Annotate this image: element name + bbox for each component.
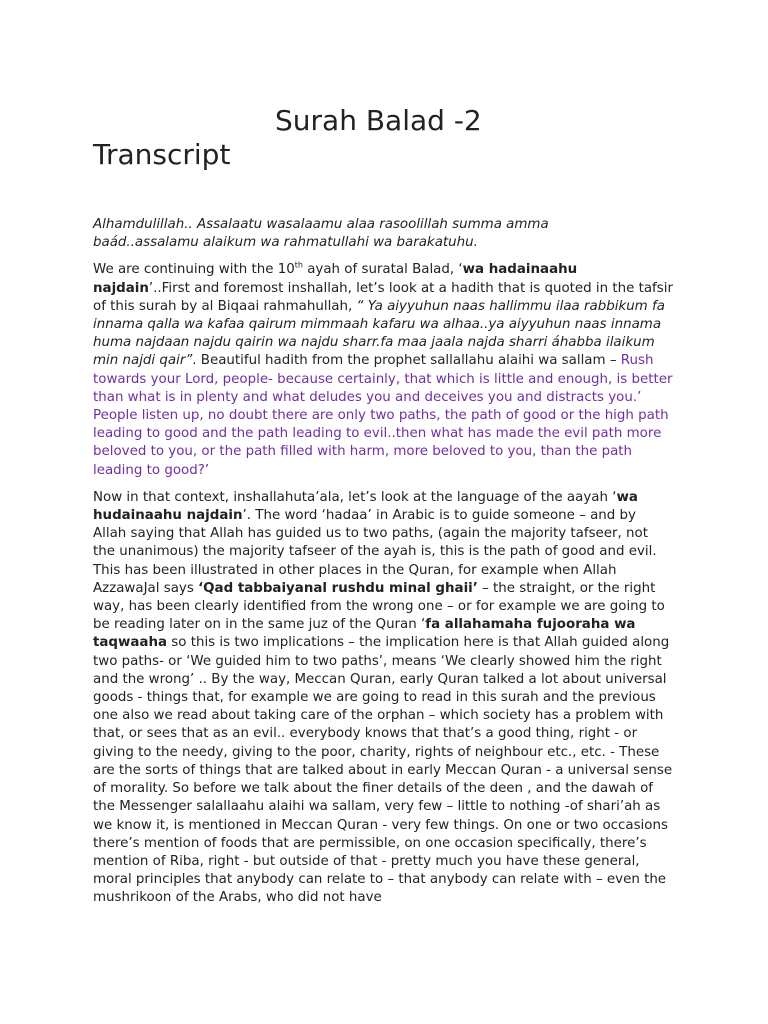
para2-bold-quote-2: fa allahamaha fujooraha wa taqwaaha (93, 617, 636, 651)
para1-text-1: We are continuing with the 10 (93, 262, 295, 278)
para2-bold-ayah: wa hudainaahu najdain (93, 489, 638, 524)
para2-text-2: ’. The word ‘hadaa’ in Arabic is to guide someone – and by Allah saying that Allah has guided us to two paths, (again the majority tafseer, not the unanimous) the majority tafseer of the ayah is, this is the path of good and evil. This has been illustrated in other places in the Quran, for example when Allah AzzawaJal says (93, 508, 657, 596)
para1-superscript: th (294, 260, 303, 270)
para1-text-3: ’..First and foremost inshallah, let’s look at a hadith that is quoted in the tafsir of this surah by al Biqaai rahmahullah, (93, 280, 673, 314)
para1-italic-hadith: “ Ya aiyyuhun naas hallimmu ilaa rabbikum fa innama qalla wa kafaa qairum mimmaah kafaru wa alhaa..ya aiyyuhun naas innama huma najdaan najdu qairin wa najdu sharr.fa maa jaala najda sharri áhabba ilaikum min najdi qair” (93, 298, 665, 369)
title-line-2: Transcript (93, 138, 231, 171)
para2-text-3: – the straight, or the right way, has been clearly identified from the wrong one – or for example we are going to be reading later on in the same juz of the Quran ‘ (93, 580, 665, 633)
document-title (93, 104, 673, 172)
document-page (93, 104, 673, 908)
paragraph-hadith (93, 261, 673, 479)
para1-purple-translation: Rush towards your Lord, people- because certainly, that which is little and enough, is better than what is in plenty and what deludes you and deceives you and distracts you.’ People listen up, no doubt there are only two paths, the path of good or the high path leading to good and the path leading to evil..then what has made the evil path more beloved to you, or the path filled with harm, more beloved to you, than the path leading to good?’ (93, 353, 673, 478)
title-line-1: Surah Balad -2 (275, 104, 482, 137)
para2-text-4: so this is two implications – the implication here is that Allah guided along two paths- or ‘We guided him to two paths’, means ‘We clearly showed him the right and the wrong’ .. By the way, Meccan Quran, early Quran talked a lot about universal goods - things that, for example we are going to read in this surah and the previous one also we read about taking care of the orphan – which society has a problem with that, or sees that as an evil.. everybody knows that that’s a good thing, right - or giving to the needy, giving to the poor, charity, rights of neighbour etc., etc. - These are the sorts of things that are talked about in early Meccan Quran - a universal sense of morality. So before we talk about the finer details of the deen , and the dawah of the Messenger salallaahu alaihi wa sallam, very few – little to nothing -of shari’ah as we know it, is mentioned in Meccan Quran - very few things. On one or two occasions there’s mention of foods that are permissible, on one occasion specifically, there’s mention of Riba, right - but outside of that - pretty much you have these general, moral principles that anybody can relate to – that anybody can relate with – even the mushrikoon of the Arabs, who did not have (93, 635, 673, 906)
para1-bold-ayah: wa hadainaahu najdain (93, 262, 578, 296)
paragraph-language (93, 489, 673, 908)
greeting-line-2: baád..assalamu alaikum wa rahmatullahi wa barakatuhu. (93, 235, 478, 251)
para1-text-2: ayah of suratal Balad, ‘ (302, 262, 463, 278)
greeting-line-1: Alhamdulillah.. Assalaatu wasalaamu alaa rasoolillah summa amma (93, 217, 549, 232)
para2-text-1: Now in that context, inshallahuta’ala, let’s look at the language of the aayah ‘ (93, 489, 617, 505)
greeting-paragraph (93, 216, 673, 252)
para1-text-4: . Beautiful hadith from the prophet sallallahu alaihi wa sallam – (192, 353, 621, 369)
para2-bold-quote-1: ‘Qad tabbaiyanal rushdu minal ghaii’ (198, 580, 478, 596)
